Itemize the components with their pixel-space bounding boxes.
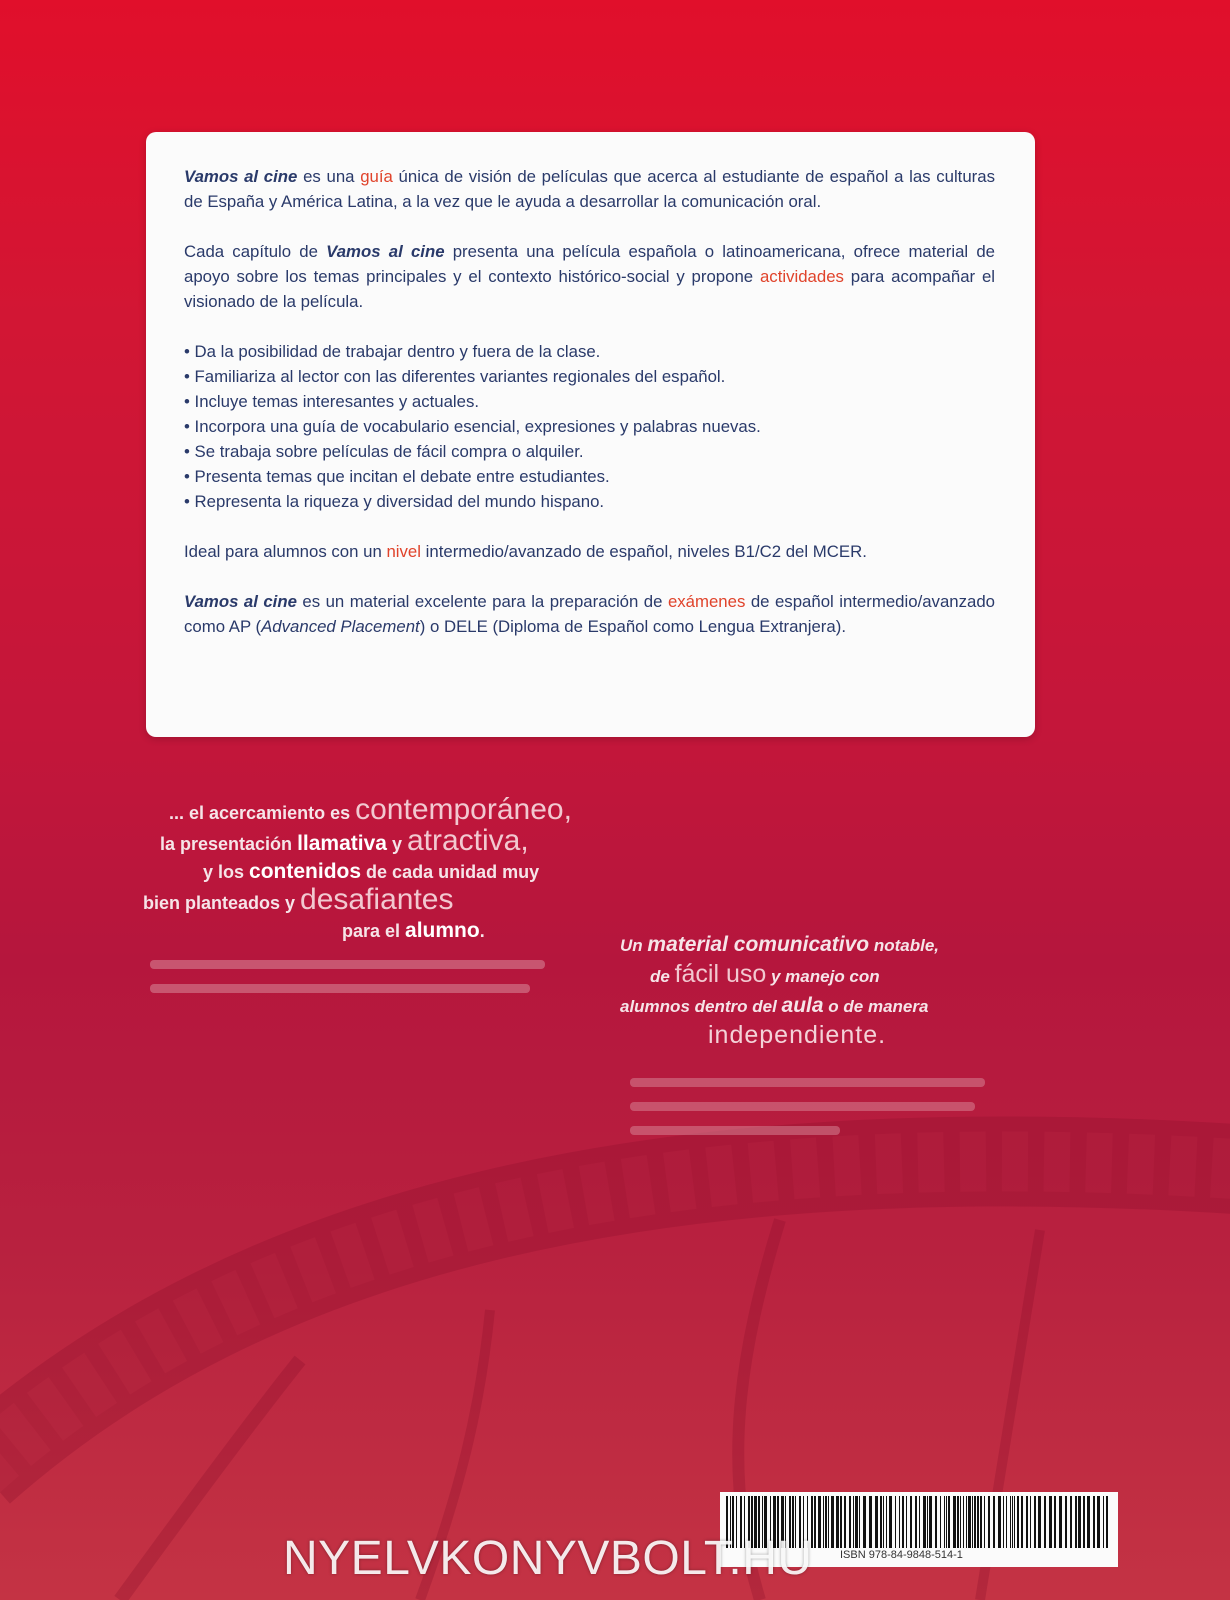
text: para acompañar el visionado de la película.	[184, 267, 996, 311]
barcode-bar	[963, 1496, 964, 1548]
barcode-bar	[836, 1496, 839, 1548]
text: y manejo con	[766, 967, 880, 986]
barcode-bar	[895, 1496, 896, 1548]
emphasis: contemporáneo,	[355, 793, 572, 826]
barcode-bar	[1044, 1496, 1046, 1548]
quote-line	[620, 1021, 1040, 1052]
barcode-bar	[944, 1496, 945, 1548]
text: Cada capítulo de	[184, 242, 327, 261]
text: .	[479, 921, 485, 941]
text: es un material excelente para la preparación de	[296, 592, 668, 611]
barcode-bar	[855, 1496, 858, 1548]
list-item: • Incluye temas interesantes y actuales.	[184, 389, 995, 414]
barcode-bar	[927, 1496, 928, 1548]
barcode-bar	[883, 1496, 884, 1548]
quote-line	[620, 930, 1040, 960]
barcode-bar	[974, 1496, 976, 1548]
text: y los	[203, 862, 250, 882]
barcode-bar	[1103, 1496, 1104, 1548]
testimonial-quote-1	[140, 793, 630, 945]
emphasis: material comunicativo	[647, 933, 870, 956]
barcode-bar	[993, 1496, 995, 1548]
quote-line	[140, 858, 630, 886]
barcode-bar	[814, 1496, 816, 1548]
barcode-bar	[910, 1496, 912, 1548]
description-card	[146, 132, 1035, 737]
chapter-paragraph	[184, 239, 995, 314]
testimonial-quote-2	[620, 930, 1040, 1052]
barcode-bar	[1049, 1496, 1052, 1548]
emphasis: desafiantes	[300, 883, 454, 916]
attribution-2-illegible	[620, 1072, 1000, 1138]
barcode-bar	[1093, 1496, 1095, 1548]
quote-line	[140, 793, 630, 827]
highlight-word: guía	[360, 167, 393, 186]
text: ) o DELE (Diploma de Español como Lengua Extranjera).	[419, 617, 846, 636]
list-item: • Representa la riqueza y diversidad del mundo hispano.	[184, 489, 995, 514]
barcode-bar	[1021, 1496, 1023, 1548]
barcode-bar	[859, 1496, 860, 1548]
barcode-bar	[940, 1496, 941, 1548]
barcode-bar	[849, 1496, 851, 1548]
text: ... el acercamiento es	[169, 803, 356, 823]
book-title: Vamos al cine	[326, 242, 445, 261]
barcode-bar	[831, 1496, 834, 1548]
barcode-bar	[828, 1496, 829, 1548]
barcode-bar	[1078, 1496, 1081, 1548]
emphasis: aula	[781, 994, 824, 1017]
barcode-bar	[853, 1496, 854, 1548]
text: de	[650, 967, 675, 986]
barcode-bar	[998, 1496, 1001, 1548]
barcode-bar	[1065, 1496, 1067, 1548]
text: la presentación	[160, 834, 298, 854]
quote-line	[140, 917, 630, 945]
list-item: • Familiariza al lector con las diferentes variantes regionales del español.	[184, 364, 995, 389]
barcode-bar	[915, 1496, 917, 1548]
barcode-bar	[1026, 1496, 1028, 1548]
quote-line	[140, 824, 630, 858]
feature-list	[184, 339, 995, 514]
barcode-bar	[957, 1496, 959, 1548]
barcode-bar	[1087, 1496, 1090, 1548]
barcode-bar	[946, 1496, 947, 1548]
barcode-bar	[919, 1496, 920, 1548]
barcode-bar	[972, 1496, 973, 1548]
barcode-bar	[844, 1496, 846, 1548]
barcode-bar	[1006, 1496, 1007, 1548]
emphasis: atractiva,	[406, 824, 529, 857]
barcode-bar	[875, 1496, 878, 1548]
text: de español intermedio/avanzado como AP (	[184, 592, 996, 636]
barcode-bar	[948, 1496, 950, 1548]
barcode-bar	[1030, 1496, 1031, 1548]
book-title: Vamos al cine	[184, 167, 298, 186]
barcode-bar	[899, 1496, 900, 1548]
text: de cada unidad muy	[361, 862, 540, 882]
barcode-bar	[1075, 1496, 1077, 1548]
barcode-bar	[960, 1496, 961, 1548]
highlight-word: nivel	[386, 542, 421, 561]
barcode-bar	[1010, 1496, 1011, 1548]
barcode-bar	[818, 1496, 821, 1548]
barcode-bar	[1054, 1496, 1056, 1548]
emphasis: alumno	[405, 919, 480, 942]
barcode-bar	[953, 1496, 956, 1548]
barcode-bar	[1097, 1496, 1100, 1548]
barcode-bar	[988, 1496, 990, 1548]
text: es una	[297, 167, 361, 186]
book-title: Vamos al cine	[184, 592, 297, 611]
quote-line	[140, 883, 630, 917]
barcode-bar	[1038, 1496, 1041, 1548]
barcode-bar	[902, 1496, 904, 1548]
text: para el	[342, 921, 406, 941]
barcode-bar	[889, 1496, 892, 1548]
barcode-bar	[825, 1496, 827, 1548]
barcode-bar	[1014, 1496, 1015, 1548]
text: o de manera	[823, 997, 929, 1016]
barcode-bar	[966, 1496, 967, 1548]
barcode-bar	[1070, 1496, 1072, 1548]
barcode-bar	[823, 1496, 824, 1548]
barcode-bar	[863, 1496, 866, 1548]
list-item: • Da la posibilidad de trabajar dentro y fuera de la clase.	[184, 339, 995, 364]
text: notable,	[869, 936, 940, 955]
level-paragraph	[184, 539, 995, 564]
text: presenta una película española o latinoamericana, ofrece material de apoyo sobre los temas principales y el contexto histórico-social y propone	[184, 242, 996, 286]
list-item: • Se trabaja sobre películas de fácil compra o alquiler.	[184, 439, 995, 464]
barcode-bar	[1106, 1496, 1108, 1548]
emphasis: contenidos	[249, 860, 362, 883]
isbn-text: ISBN 978-84-9848-514-1	[836, 1549, 967, 1561]
barcode-bar	[1034, 1496, 1036, 1548]
barcode-bar	[840, 1496, 842, 1548]
barcode-bar	[869, 1496, 872, 1548]
barcode-bar	[984, 1496, 985, 1548]
text: Ideal para alumnos con un	[184, 542, 387, 561]
barcode-bar	[968, 1496, 971, 1548]
attribution-1-illegible	[140, 952, 560, 996]
text: alumnos dentro del	[620, 997, 782, 1016]
barcode-bar	[935, 1496, 937, 1548]
intro-paragraph	[184, 164, 995, 214]
text: Un	[620, 936, 648, 955]
barcode-bar	[1003, 1496, 1004, 1548]
watermark-text: NYELVKONYVBOLT.HU	[283, 1532, 813, 1585]
quote-line	[620, 960, 1040, 991]
barcode-bar	[1059, 1496, 1062, 1548]
highlight-word: actividades	[759, 267, 844, 286]
barcode-bar	[929, 1496, 932, 1548]
emphasis: independiente.	[708, 1021, 887, 1049]
barcode-bar	[1012, 1496, 1013, 1548]
highlight-word: exámenes	[667, 592, 746, 611]
emphasis: llamativa	[297, 832, 387, 855]
text: intermedio/avanzado de español, niveles B1/C2 del MCER.	[420, 542, 867, 561]
barcode-bar	[923, 1496, 926, 1548]
emphasis: fácil uso	[674, 960, 767, 988]
list-item: • Incorpora una guía de vocabulario esencial, expresiones y palabras nuevas.	[184, 414, 995, 439]
italic-text: Advanced Placement	[261, 617, 420, 636]
barcode-bar	[906, 1496, 907, 1548]
text: única de visión de películas que acerca al estudiante de español a las culturas de España y América Latina, a la vez que le ayuda a desarrollar la comunicación oral.	[184, 167, 995, 211]
barcode-bar	[977, 1496, 979, 1548]
barcode-bar	[980, 1496, 982, 1548]
exam-paragraph	[184, 589, 995, 639]
barcode-bar	[1017, 1496, 1019, 1548]
barcode-bar	[1083, 1496, 1085, 1548]
barcode-bar	[886, 1496, 887, 1548]
text: bien planteados y	[143, 893, 301, 913]
quote-line	[620, 991, 1040, 1021]
text: y	[386, 834, 407, 854]
barcode-bar	[880, 1496, 882, 1548]
list-item: • Presenta temas que incitan el debate entre estudiantes.	[184, 464, 995, 489]
